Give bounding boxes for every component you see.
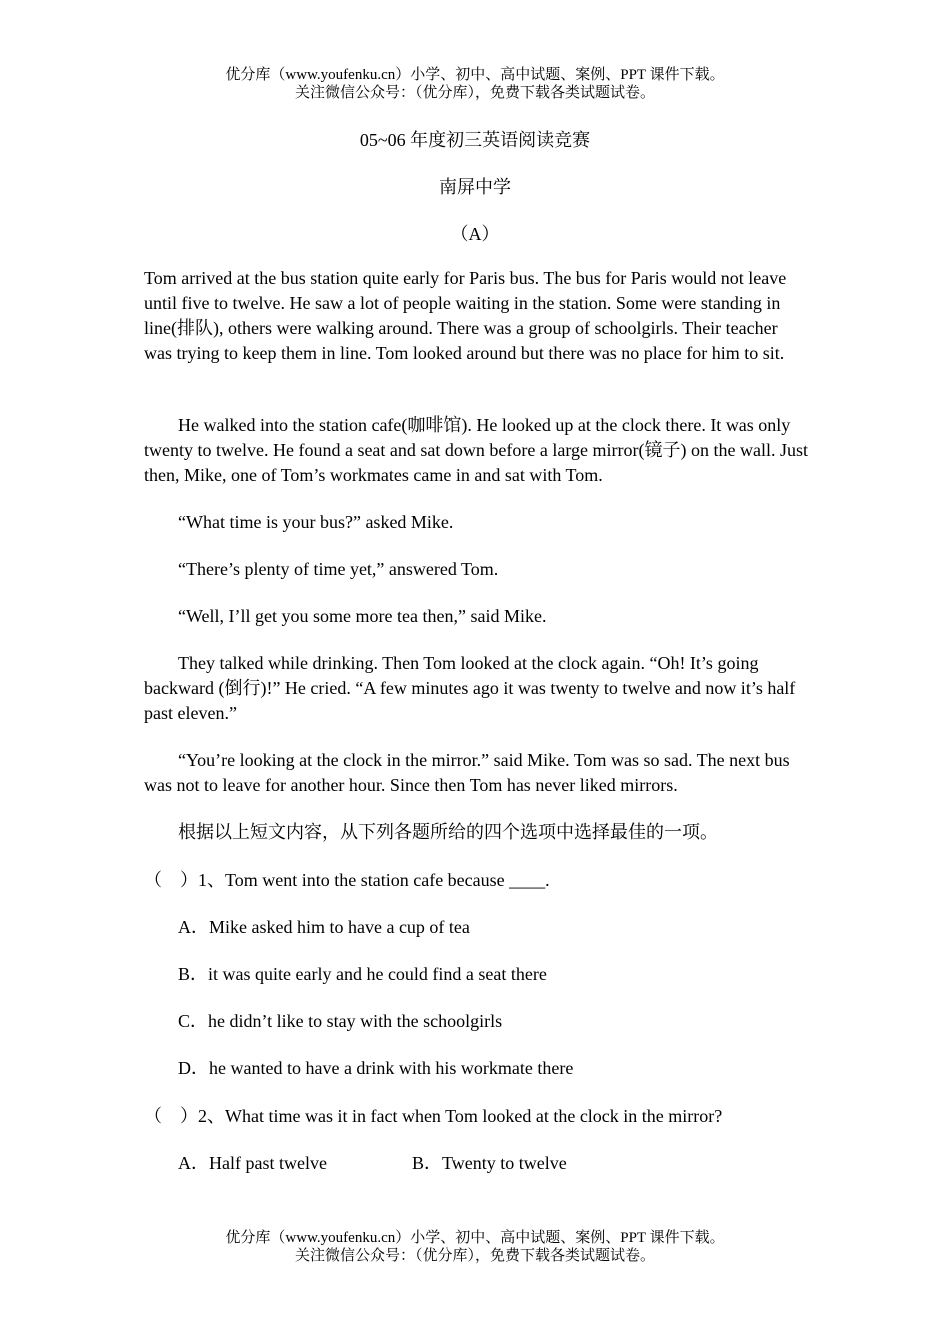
option-2a: A．Half past twelve <box>178 1153 327 1173</box>
instruction-text: 根据以上短文内容，从下列各题所给的四个选项中选择最佳的一项。 <box>178 822 718 842</box>
option-1c: C．he didn’t like to stay with the schoolgirls <box>178 1011 503 1031</box>
passage-paragraph: They talked while drinking. Then Tom looked at the clock again. “Oh! It’s going backward (倒行)!” He cried. “A few minutes ago it was twenty to twelve and now it’s half past eleven.” <box>144 653 796 723</box>
passage-paragraph: Tom arrived at the bus station quite early for Paris bus. The bus for Paris would not leave until five to twelve. He saw a lot of people waiting in the station. Some were standing in line(排队), others were walking around. There was a group of schoolgirls. Their teacher was trying to keep them in line. Tom looked around but there was no place for him to sit. <box>144 268 787 363</box>
header-line-1: 优分库（www.youfenku.cn）小学、初中、高中试题、案例、PPT 课件下载。 <box>225 67 725 83</box>
question-stem-1: （ ）1、Tom went into the station cafe because ____. <box>144 870 550 890</box>
document-title: 05~06 年度初三英语阅读竞赛 <box>359 130 591 150</box>
option-2b: B．Twenty to twelve <box>412 1153 567 1173</box>
passage-paragraph: “There’s plenty of time yet,” answered Tom. <box>178 559 499 579</box>
passage-paragraph: “You’re looking at the clock in the mirror.” said Mike. Tom was so sad. The next bus was not to leave for another hour. Since then Tom has never liked mirrors. <box>144 750 790 795</box>
passage-paragraph: He walked into the station cafe(咖啡馆). He looked up at the clock there. It was only twenty to twelve. He found a seat and sat down before a large mirror(镜子) on the wall. Just then, Mike, one of Tom’s workmates came in and sat with Tom. <box>144 415 808 485</box>
school-name: 南屏中学 <box>439 177 511 197</box>
page-footer <box>0 1229 950 1265</box>
section-label: （A） <box>450 224 500 244</box>
page-header <box>0 66 950 102</box>
option-1d: D．he wanted to have a drink with his workmate there <box>178 1058 574 1078</box>
footer-line-1: 优分库（www.youfenku.cn）小学、初中、高中试题、案例、PPT 课件下载。 <box>225 1230 725 1246</box>
option-1b: B．it was quite early and he could find a seat there <box>178 964 547 984</box>
question-stem-2: （ ）2、What time was it in fact when Tom looked at the clock in the mirror? <box>144 1106 723 1126</box>
passage-paragraph: “What time is your bus?” asked Mike. <box>178 512 454 532</box>
option-1a: A．Mike asked him to have a cup of tea <box>178 917 470 937</box>
footer-line-2: 关注微信公众号：（优分库），免费下载各类试题试卷。 <box>294 1248 655 1264</box>
header-line-2: 关注微信公众号：（优分库），免费下载各类试题试卷。 <box>294 85 655 101</box>
passage-paragraph: “Well, I’ll get you some more tea then,” said Mike. <box>178 606 547 626</box>
